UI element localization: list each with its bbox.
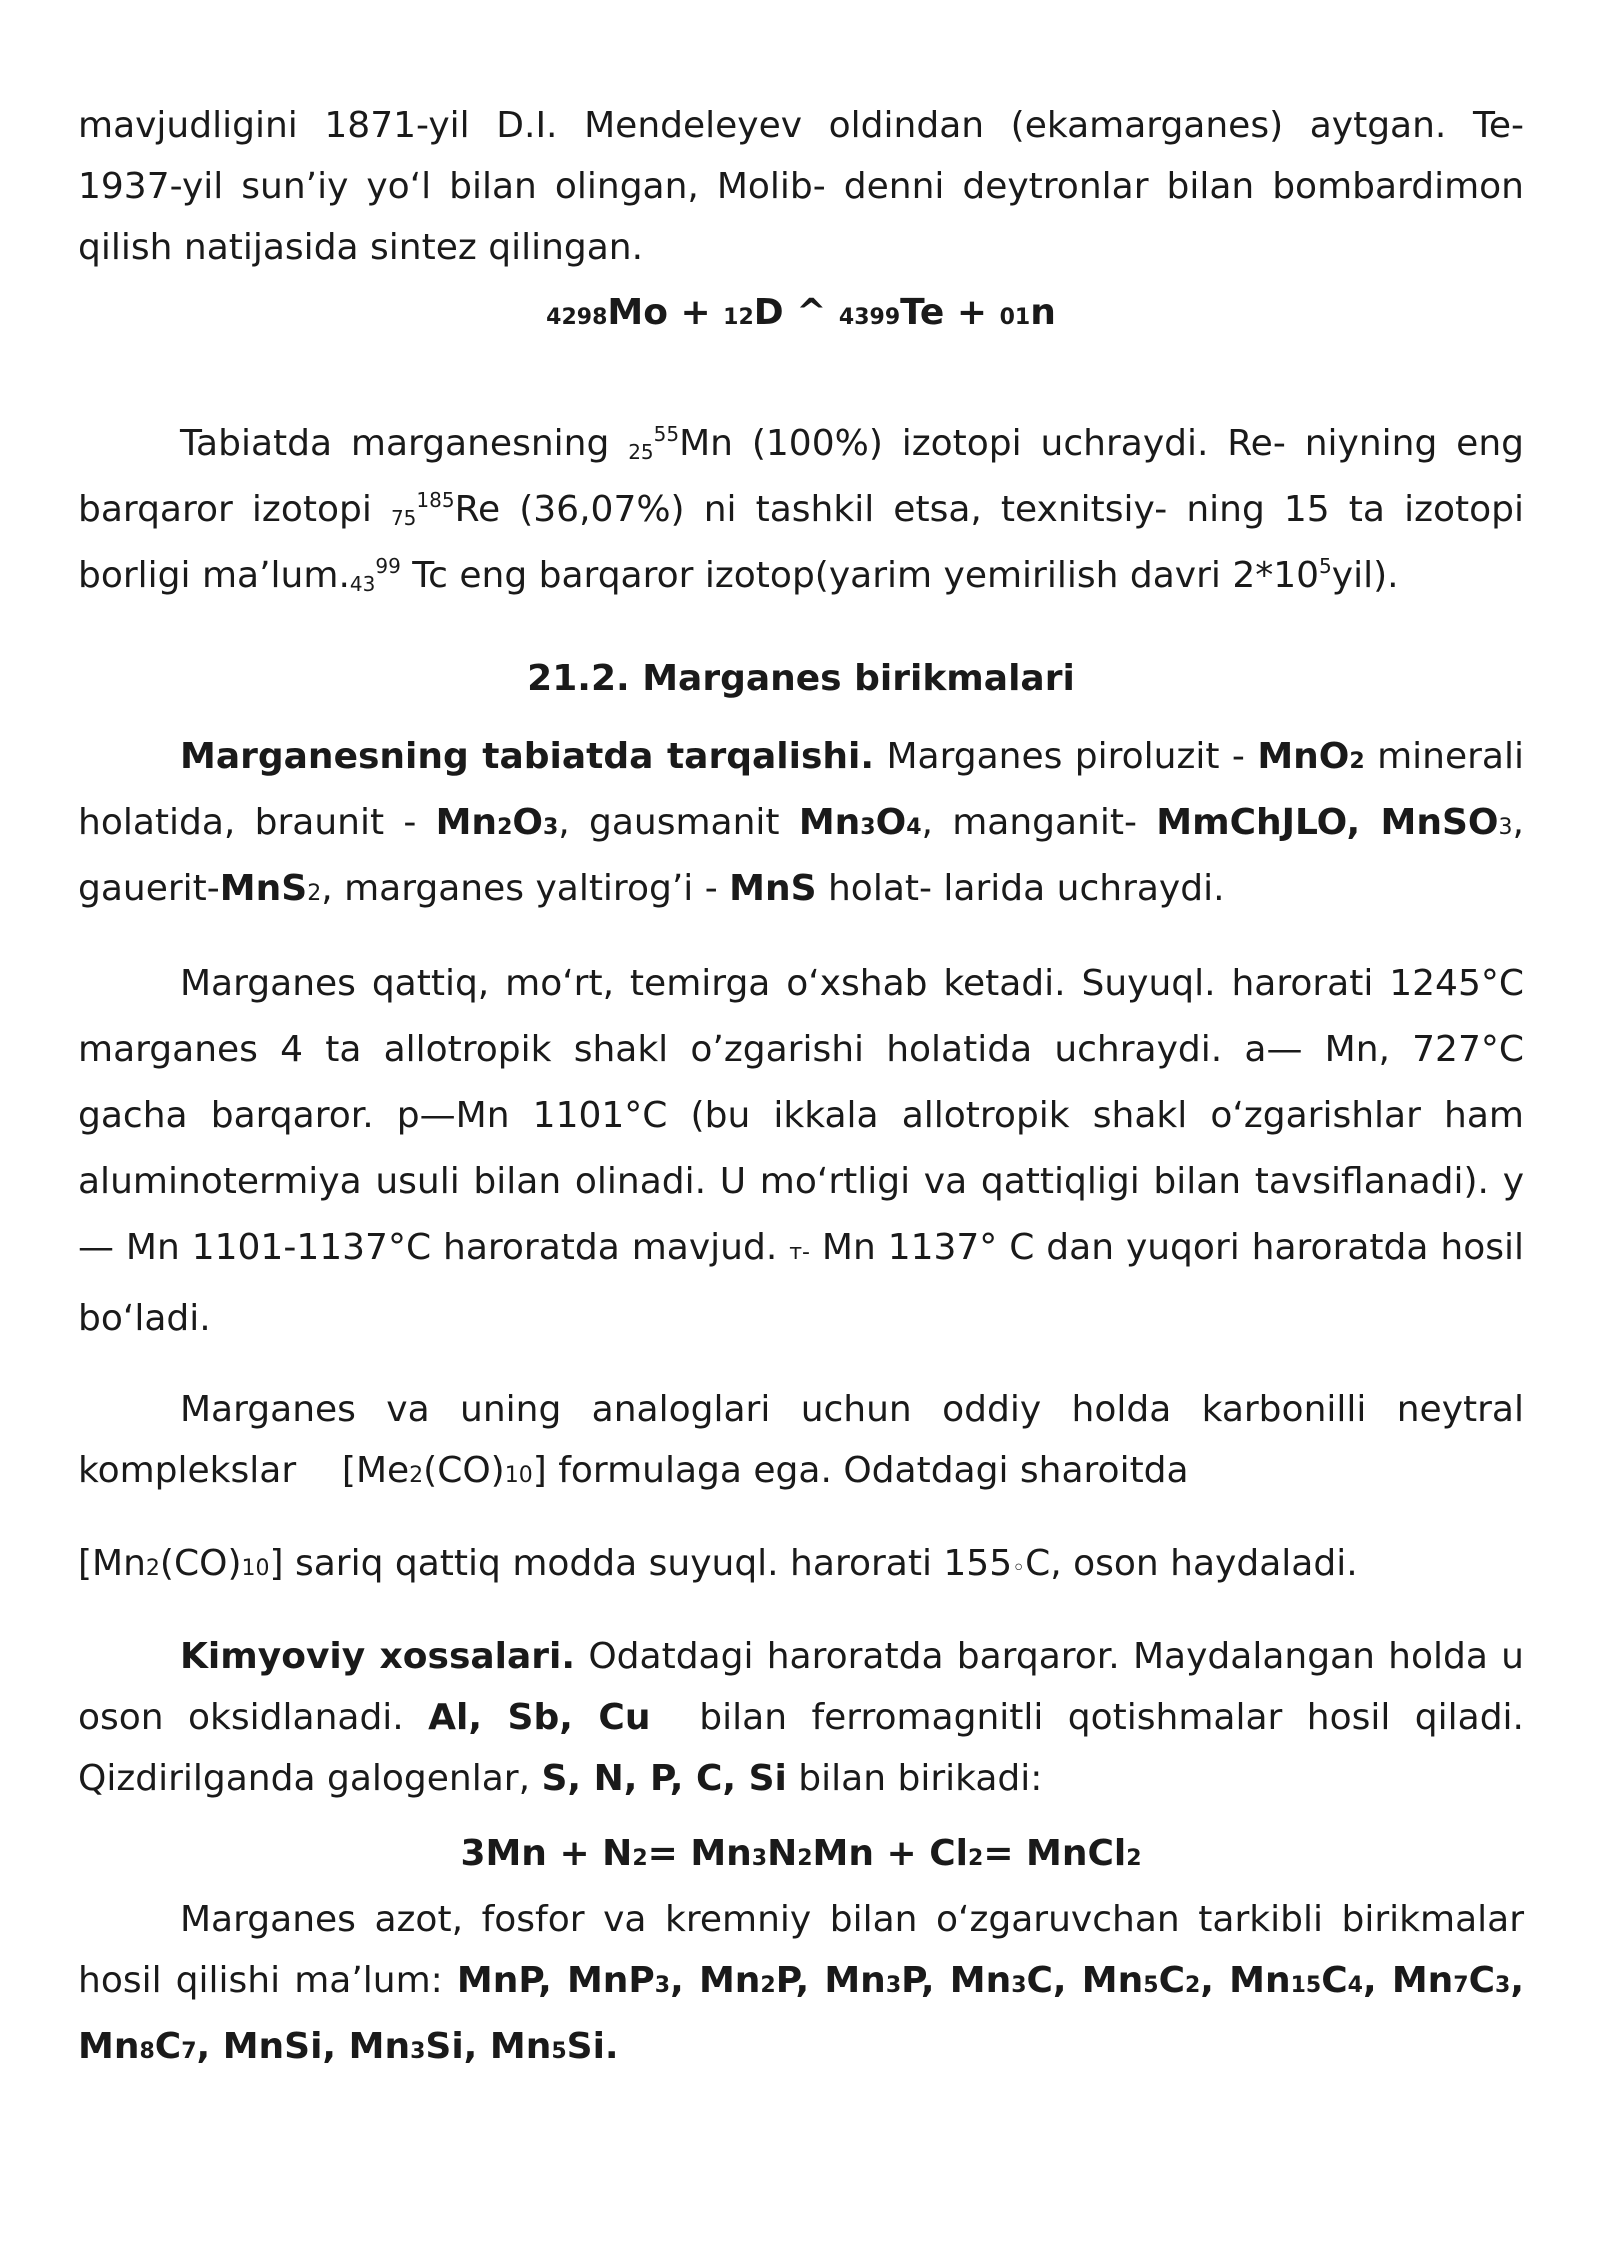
formula-part: Mn: [1229, 1960, 1291, 2001]
formula-part: P,: [901, 1960, 950, 2001]
formula-subscript: 7: [1453, 1973, 1469, 1998]
formula-part: C,: [1026, 1960, 1082, 2001]
paragraph-natural-occurrence: Marganesning tabiatda tarqalishi. Marganes piroluzit - MnO2 minerali holatida, braunit - Mn2O3, gausmanit Mn3O4, manganit- MmChJLO, MnSO3, gauerit-MnS2, marganes yaltirog’i - MnS holat- larida uchraydi.: [78, 736, 1524, 909]
formula-part: Mn: [1081, 1960, 1144, 2001]
formula-part: Si.: [566, 2026, 619, 2067]
paragraph-mn-carbonyl: [Mn2(CO)10] sariq qattiq modda suyuql. harorati 155◦C, oson haydaladi.: [78, 1543, 1358, 1584]
formula-part: Mn: [824, 1960, 886, 2001]
formula-part: Mn: [698, 1960, 761, 2001]
formula-subscript: 3: [654, 1973, 671, 1998]
formula-subscript: 3: [1011, 1973, 1027, 1998]
formula-part: Mn: [1391, 1960, 1454, 2001]
formula-part: ,: [670, 1960, 699, 2001]
formula-part: C: [154, 2026, 182, 2067]
formula-part: C: [1321, 1960, 1348, 2001]
formula-part: ,: [1510, 1960, 1525, 2001]
equation-technetium-synthesis: 4298Mo + 12D ^ 4399Te + 01n: [546, 292, 1056, 333]
formula-subscript: 5: [551, 2039, 567, 2064]
formula-part: C: [1158, 1960, 1185, 2001]
formula-part: Mn: [949, 1960, 1012, 2001]
paragraph-allotropes: Marganes qattiq, mo‘rt, temirga o‘xshab ketadi. Suyuql. harorati 1245°C marganes 4 ta allotropik shakl o’zgarishi holatida uchraydi. a— Mn, 727°C gacha barqaror. p—Mn 1101°C (bu ikkala allotropik shakl o‘zgarishlar ham aluminotermiya usuli bilan olinadi. U mo‘rtligi va qattiqligi bilan tavsiflanadi). y— Mn 1101-1137°C haroratda mavjud. т- Mn 1137° C dan yuqori haroratda hosil bo‘ladi.: [78, 963, 1524, 1339]
formula-subscript: 8: [139, 2039, 155, 2064]
formula-subscript: 2: [760, 1973, 776, 1998]
paragraph-mendeleyev: mavjudligini 1871-yil D.I. Mendeleyev oldindan (ekamarganes) aytgan. Te- 1937-yil sun’iy yo‘l bilan olingan, Molib- denni deytronlar bilan bombardimon qilish natijasida sintez qilingan.: [78, 105, 1524, 268]
formula-subscript: 15: [1290, 1973, 1322, 1998]
formula-part: ,: [1362, 1960, 1392, 2001]
equation-mn-reactions: 3Mn + N2= Mn3N2Mn + Cl2= MnCl2: [460, 1833, 1142, 1874]
formula-part: Si,: [425, 2026, 490, 2067]
formula-subscript: 3: [885, 1973, 902, 1998]
paragraph-isotopes: Tabiatda marganesning $25^{55}Mn$ (100%) izotopi uchraydi. Re- niyning eng barqaror izotopi $75^{185}Re$ (36,07%) ni tashkil etsa, texnitsiy- ning 15 ta izotopi borligi $ma’lum.43^{99}$ Tc eng barqaror izotop(yarim yemirilish davri $2*10^5yil$).: [78, 422, 1524, 596]
formula-subscript: 5: [1143, 1973, 1159, 1998]
formula-part: P,: [775, 1960, 825, 2001]
formula-part: , MnSi,: [196, 2026, 349, 2067]
section-heading: 21.2. Marganes birikmalari: [527, 658, 1075, 699]
formula-subscript: 2: [1184, 1973, 1201, 1998]
formula-part: Mn: [78, 2026, 140, 2067]
paragraph-chemical-properties: Kimyoviy xossalari. Odatdagi haroratda barqaror. Maydalangan holda u oson oksidlanadi. Al, Sb, Cu bilan ferromagnitli qotishmalar hosil qiladi. Qizdirilganda galogenlar, S, N, P, C, Si bilan birikadi:: [78, 1636, 1536, 1799]
formula-part: C: [1468, 1960, 1496, 2001]
formula-part: MnP, MnP: [456, 1960, 655, 2001]
paragraph-carbonyl-complexes: Marganes va uning analoglari uchun oddiy holda karbonilli neytral komplekslar [Me2(CO)10] formulaga ega. Odatdagi sharoitda: [78, 1389, 1536, 1491]
formula-part: Mn: [489, 2026, 552, 2067]
formula-subscript: 3: [1495, 1973, 1511, 1998]
formula-subscript: 3: [410, 2039, 426, 2064]
formula-part: Mn: [348, 2026, 411, 2067]
paragraph-variable-compounds: Marganes azot, fosfor va kremniy bilan o‘zgaruvchan tarkibli birikmalar hosil qilishi ma’lum: MnP, MnP3, Mn2P, Mn3P, Mn3C, Mn5C2, Mn15C4, Mn7C3, Mn8C7, MnSi, Mn3Si, Mn5Si.: [78, 1899, 1525, 2067]
document-page: [78, 95, 1536, 2082]
formula-subscript: 4: [1347, 1973, 1363, 1998]
formula-subscript: 7: [181, 2039, 197, 2064]
formula-part: ,: [1200, 1960, 1230, 2001]
